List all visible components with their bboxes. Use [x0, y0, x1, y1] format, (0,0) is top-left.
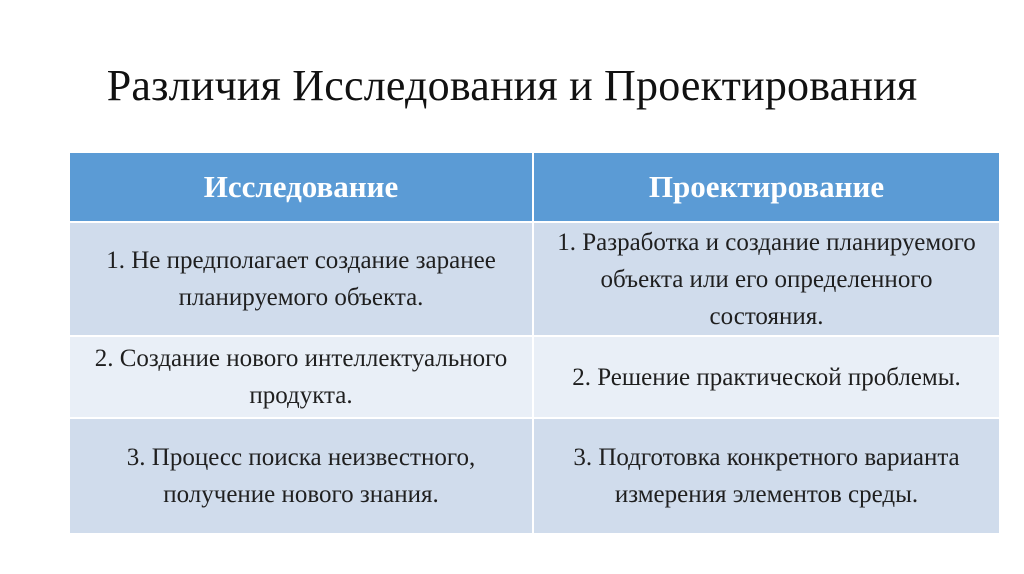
table-body [69, 222, 1000, 534]
table-row [69, 418, 1000, 534]
header-row [69, 152, 1000, 222]
cell-design-2: 2. Решение практической проблемы. [533, 336, 1000, 418]
cell-design-3: 3. Подготовка конкретного варианта измерения элементов среды. [533, 418, 1000, 534]
header-research: Исследование [69, 152, 533, 222]
table-row [69, 222, 1000, 336]
slide-title: Различия Исследования и Проектирования [106, 61, 918, 110]
header-design: Проектирование [533, 152, 1000, 222]
table-row [69, 336, 1000, 418]
comparison-table [68, 151, 1001, 535]
cell-research-1: 1. Не предполагает создание заранее планируемого объекта. [69, 222, 533, 336]
cell-design-1: 1. Разработка и создание планируемого объекта или его определенного состояния. [533, 222, 1000, 336]
table-header [69, 152, 1000, 222]
comparison-table-container [68, 151, 976, 533]
cell-research-3: 3. Процесс поиска неизвестного, получение нового знания. [69, 418, 533, 534]
cell-research-2: 2. Создание нового интеллектуального продукта. [69, 336, 533, 418]
